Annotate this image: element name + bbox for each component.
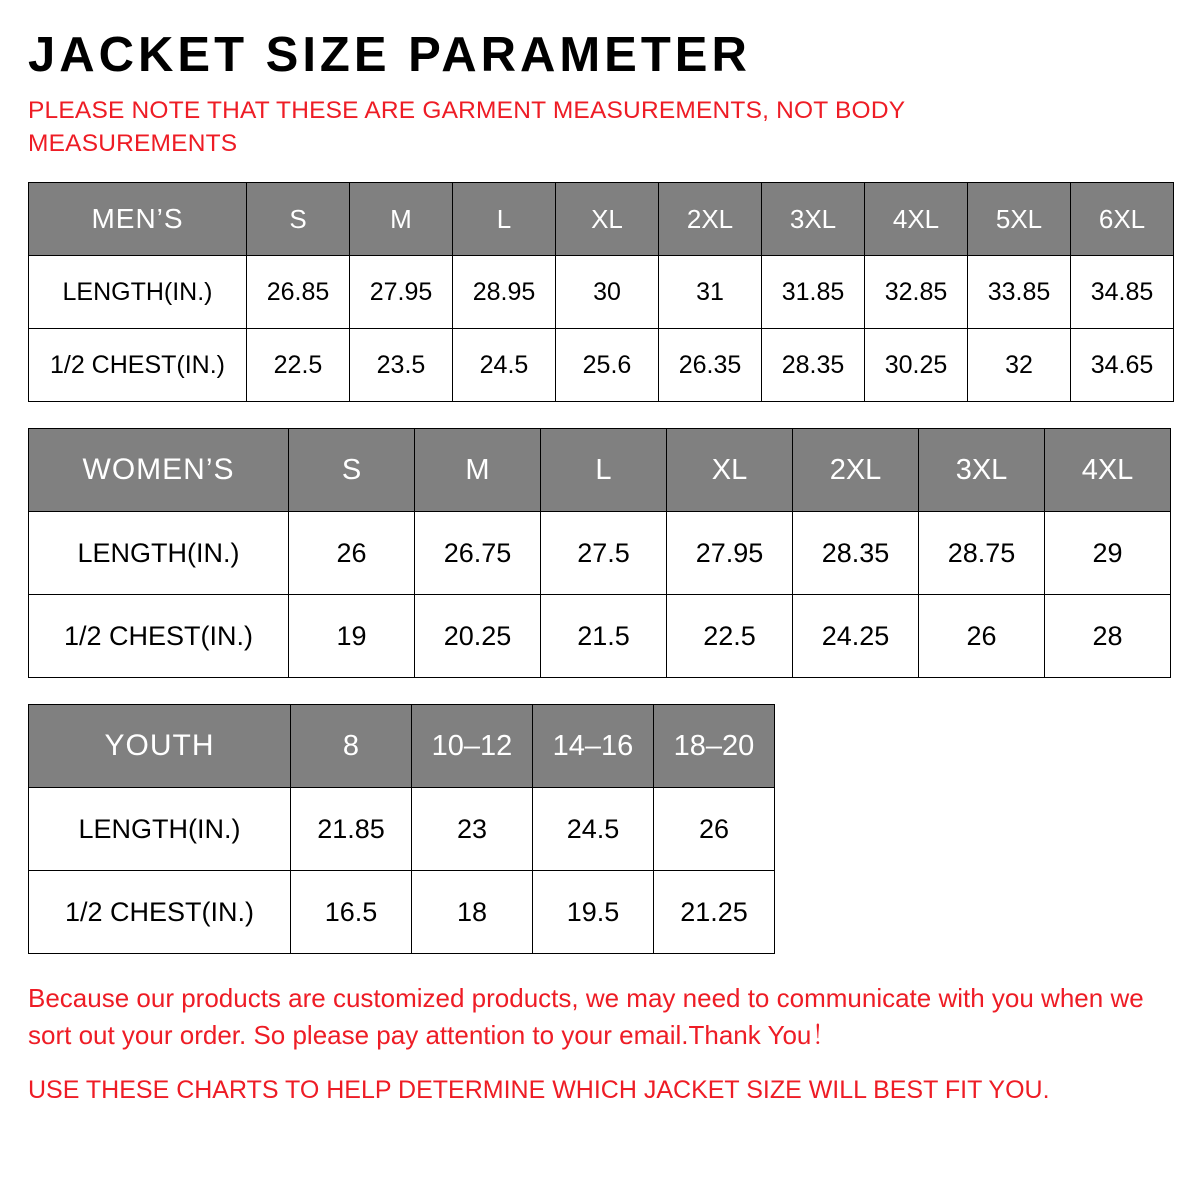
row-header: 1/2 CHEST(IN.) bbox=[29, 595, 289, 678]
column-header: YOUTH bbox=[29, 705, 291, 788]
table-cell: 26 bbox=[919, 595, 1045, 678]
table-cell: 31.85 bbox=[762, 256, 865, 329]
table-cell: 28.35 bbox=[762, 329, 865, 402]
row-header: LENGTH(IN.) bbox=[29, 788, 291, 871]
table-cell: 26.75 bbox=[415, 512, 541, 595]
column-header: WOMEN’S bbox=[29, 429, 289, 512]
table-cell: 26 bbox=[289, 512, 415, 595]
table-cell: 34.65 bbox=[1071, 329, 1174, 402]
column-header: 5XL bbox=[968, 183, 1071, 256]
table-cell: 28 bbox=[1045, 595, 1171, 678]
table-cell: 33.85 bbox=[968, 256, 1071, 329]
table-row bbox=[29, 256, 1174, 329]
table-cell: 30 bbox=[556, 256, 659, 329]
page-title: JACKET SIZE PARAMETER bbox=[28, 28, 751, 82]
column-header: 14–16 bbox=[533, 705, 654, 788]
column-header: 2XL bbox=[659, 183, 762, 256]
table-row bbox=[29, 512, 1171, 595]
table-cell: 26 bbox=[654, 788, 775, 871]
table-header-row bbox=[29, 705, 775, 788]
column-header: 8 bbox=[291, 705, 412, 788]
table-cell: 28.75 bbox=[919, 512, 1045, 595]
column-header: M bbox=[350, 183, 453, 256]
table-cell: 24.5 bbox=[453, 329, 556, 402]
table-cell: 29 bbox=[1045, 512, 1171, 595]
column-header: 2XL bbox=[793, 429, 919, 512]
table-cell: 25.6 bbox=[556, 329, 659, 402]
column-header: 6XL bbox=[1071, 183, 1174, 256]
column-header: 4XL bbox=[1045, 429, 1171, 512]
column-header: S bbox=[247, 183, 350, 256]
column-header: XL bbox=[667, 429, 793, 512]
table-cell: 26.85 bbox=[247, 256, 350, 329]
table-cell: 20.25 bbox=[415, 595, 541, 678]
table-cell: 32.85 bbox=[865, 256, 968, 329]
table-cell: 16.5 bbox=[291, 871, 412, 954]
column-header: L bbox=[453, 183, 556, 256]
table-cell: 27.95 bbox=[667, 512, 793, 595]
table-cell: 28.35 bbox=[793, 512, 919, 595]
table-cell: 21.25 bbox=[654, 871, 775, 954]
column-header: M bbox=[415, 429, 541, 512]
table-header-row bbox=[29, 429, 1171, 512]
column-header: S bbox=[289, 429, 415, 512]
table-cell: 27.95 bbox=[350, 256, 453, 329]
table-cell: 34.85 bbox=[1071, 256, 1174, 329]
chart-usage-note: USE THESE CHARTS TO HELP DETERMINE WHICH JACKET SIZE WILL BEST FIT YOU. bbox=[28, 1075, 1050, 1104]
column-header: L bbox=[541, 429, 667, 512]
row-header: LENGTH(IN.) bbox=[29, 512, 289, 595]
customization-note: Because our products are customized products, we may need to communicate with you when we sort out your order. So please pay attention to your email.Thank You！ bbox=[28, 983, 1144, 1050]
row-header: 1/2 CHEST(IN.) bbox=[29, 871, 291, 954]
column-header: XL bbox=[556, 183, 659, 256]
table-row bbox=[29, 871, 775, 954]
table-cell: 21.5 bbox=[541, 595, 667, 678]
table-cell: 22.5 bbox=[247, 329, 350, 402]
row-header: 1/2 CHEST(IN.) bbox=[29, 329, 247, 402]
table-cell: 24.25 bbox=[793, 595, 919, 678]
mens-size-table bbox=[28, 182, 1174, 402]
column-header: 3XL bbox=[762, 183, 865, 256]
table-row bbox=[29, 595, 1171, 678]
table-cell: 27.5 bbox=[541, 512, 667, 595]
column-header: 3XL bbox=[919, 429, 1045, 512]
table-cell: 21.85 bbox=[291, 788, 412, 871]
table-cell: 26.35 bbox=[659, 329, 762, 402]
table-cell: 23.5 bbox=[350, 329, 453, 402]
column-header: MEN’S bbox=[29, 183, 247, 256]
column-header: 4XL bbox=[865, 183, 968, 256]
table-header-row bbox=[29, 183, 1174, 256]
column-header: 10–12 bbox=[412, 705, 533, 788]
row-header: LENGTH(IN.) bbox=[29, 256, 247, 329]
womens-size-table bbox=[28, 428, 1171, 678]
table-cell: 19.5 bbox=[533, 871, 654, 954]
youth-size-table bbox=[28, 704, 775, 954]
table-cell: 23 bbox=[412, 788, 533, 871]
table-row bbox=[29, 329, 1174, 402]
table-cell: 28.95 bbox=[453, 256, 556, 329]
measurement-note: PLEASE NOTE THAT THESE ARE GARMENT MEASUREMENTS, NOT BODY MEASUREMENTS bbox=[28, 97, 905, 157]
table-row bbox=[29, 788, 775, 871]
table-cell: 18 bbox=[412, 871, 533, 954]
table-cell: 24.5 bbox=[533, 788, 654, 871]
column-header: 18–20 bbox=[654, 705, 775, 788]
table-cell: 19 bbox=[289, 595, 415, 678]
table-cell: 32 bbox=[968, 329, 1071, 402]
table-cell: 22.5 bbox=[667, 595, 793, 678]
table-cell: 31 bbox=[659, 256, 762, 329]
table-cell: 30.25 bbox=[865, 329, 968, 402]
